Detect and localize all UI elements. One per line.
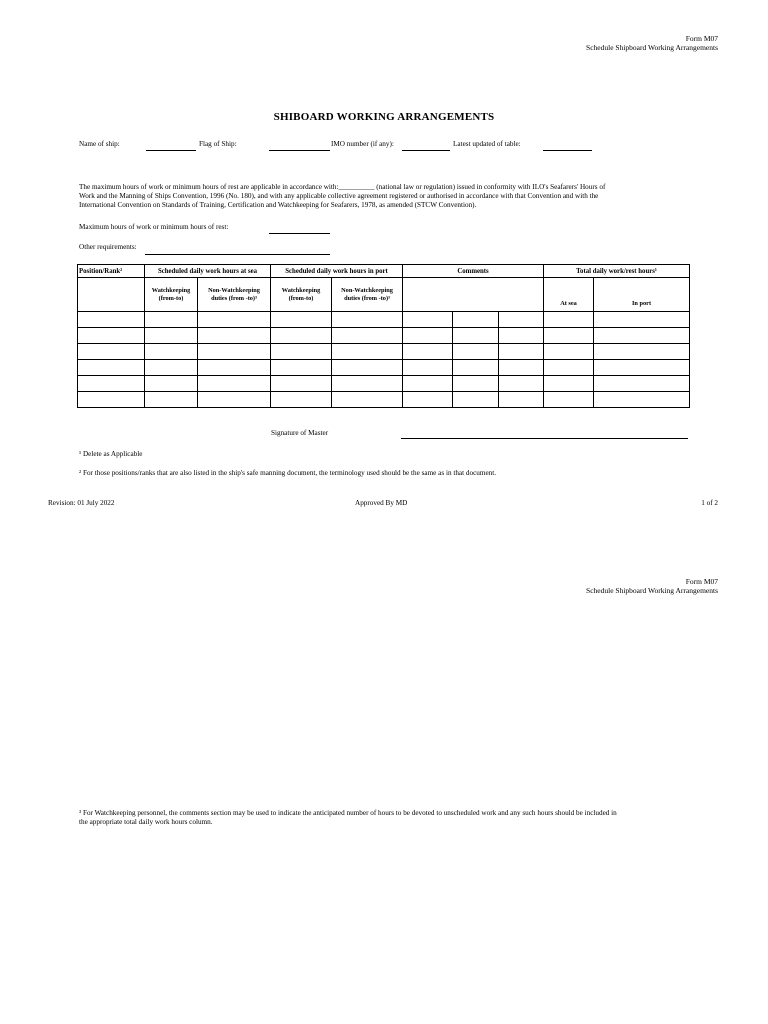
table-cell[interactable]: [403, 376, 453, 392]
table-cell[interactable]: [271, 344, 332, 360]
table-cell[interactable]: [594, 376, 690, 392]
form-header-page2: [586, 577, 718, 595]
table-cell[interactable]: [453, 376, 499, 392]
table-cell[interactable]: [403, 312, 453, 328]
table-cell[interactable]: [271, 376, 332, 392]
footnote-3: [79, 809, 689, 827]
table-cell[interactable]: [453, 392, 499, 408]
table-cell[interactable]: [403, 392, 453, 408]
other-requirements-label: Other requirements:: [79, 243, 137, 251]
applicability-paragraph: [79, 183, 689, 210]
table-cell[interactable]: [145, 344, 198, 360]
table-cell[interactable]: [78, 328, 145, 344]
table-cell[interactable]: [499, 328, 544, 344]
table-cell[interactable]: [544, 376, 594, 392]
flag-of-ship-field[interactable]: [269, 150, 330, 151]
name-of-ship-label: Name of ship:: [79, 140, 120, 148]
subheader-empty: [78, 278, 145, 312]
table-cell[interactable]: [78, 360, 145, 376]
table-cell[interactable]: [499, 376, 544, 392]
table-cell[interactable]: [453, 344, 499, 360]
working-hours-table: [77, 264, 690, 408]
approved-text: Approved By MD: [355, 499, 408, 507]
table-cell[interactable]: [198, 344, 271, 360]
table-cell[interactable]: [198, 376, 271, 392]
table-row: [78, 344, 690, 360]
table-cell[interactable]: [453, 360, 499, 376]
table-cell[interactable]: [544, 312, 594, 328]
paragraph-line: International Convention on Standards of Training, Certification and Watchkeeping for Seafarers, 1978, as amended (STCW Convention).: [79, 201, 477, 209]
imo-number-field[interactable]: [402, 150, 450, 151]
table-cell[interactable]: [78, 376, 145, 392]
table-cell[interactable]: [332, 360, 403, 376]
table-cell[interactable]: [594, 344, 690, 360]
table-cell[interactable]: [332, 392, 403, 408]
subheader-comments: [403, 278, 544, 312]
table-cell[interactable]: [78, 344, 145, 360]
table-cell[interactable]: [544, 360, 594, 376]
flag-of-ship-label: Flag of Ship:: [199, 140, 237, 148]
header-port-hours: Scheduled daily work hours in port: [271, 265, 403, 278]
subheader-nonwatch-sea: Non-Watchkeeping duties (from -to)³: [198, 278, 271, 312]
table-cell[interactable]: [499, 312, 544, 328]
name-of-ship-field[interactable]: [146, 150, 196, 151]
footnote-2: ² For those positions/ranks that are also listed in the ship's safe manning document, the terminology used should be the same as in that document.: [79, 469, 497, 477]
table-cell[interactable]: [271, 328, 332, 344]
paragraph-line: Work and the Manning of Ships Convention, 1996 (No. 180), and with any applicable collective agreement registered or authorised in accordance with that Convention and with the: [79, 192, 599, 200]
form-code: Form M07: [685, 34, 718, 43]
imo-number-label: IMO number (if any):: [331, 140, 394, 148]
table-cell[interactable]: [544, 344, 594, 360]
table-row: [78, 392, 690, 408]
subheader-watchkeeping-port: Watchkeeping (from-to): [271, 278, 332, 312]
header-comments: Comments: [403, 265, 544, 278]
table-cell[interactable]: [594, 360, 690, 376]
subheader-nonwatch-port: Non-Watchkeeping duties (from -to)³: [332, 278, 403, 312]
document-title: SHIBOARD WORKING ARRANGEMENTS: [273, 111, 495, 123]
table-cell[interactable]: [594, 328, 690, 344]
latest-updated-field[interactable]: [543, 150, 592, 151]
table-cell[interactable]: [145, 360, 198, 376]
table-cell[interactable]: [332, 344, 403, 360]
table-cell[interactable]: [544, 328, 594, 344]
subheader-at-sea: At sea: [544, 278, 594, 312]
table-cell[interactable]: [198, 392, 271, 408]
header-position-rank: Position/Rank²: [78, 265, 145, 278]
table-cell[interactable]: [145, 376, 198, 392]
table-cell[interactable]: [544, 392, 594, 408]
table-cell[interactable]: [499, 392, 544, 408]
max-hours-label: Maximum hours of work or minimum hours of rest:: [79, 223, 229, 231]
table-cell[interactable]: [145, 312, 198, 328]
table-row: [78, 312, 690, 328]
table-cell[interactable]: [198, 328, 271, 344]
table-cell[interactable]: [453, 312, 499, 328]
table-cell[interactable]: [198, 312, 271, 328]
table-cell[interactable]: [499, 360, 544, 376]
subheader-watchkeeping-sea: Watchkeeping (from-to): [145, 278, 198, 312]
table-cell[interactable]: [332, 376, 403, 392]
table-cell[interactable]: [78, 392, 145, 408]
table-cell[interactable]: [332, 328, 403, 344]
header-total-hours: Total daily work/rest hours¹: [544, 265, 690, 278]
max-hours-field[interactable]: [269, 233, 330, 234]
table-cell[interactable]: [145, 328, 198, 344]
table-cell[interactable]: [271, 360, 332, 376]
footnote-line: ³ For Watchkeeping personnel, the comments section may be used to indicate the anticipated number of hours to be devoted to unscheduled work and any such hours should be included in: [79, 809, 617, 817]
table-row: [78, 328, 690, 344]
other-requirements-field[interactable]: [145, 254, 330, 255]
table-cell[interactable]: [198, 360, 271, 376]
table-row: [78, 376, 690, 392]
table-cell[interactable]: [78, 312, 145, 328]
table-cell[interactable]: [453, 328, 499, 344]
footnote-line: the appropriate total daily work hours column.: [79, 818, 213, 826]
signature-line[interactable]: [401, 438, 688, 439]
table-cell[interactable]: [271, 392, 332, 408]
form-header: [586, 34, 718, 52]
table-cell[interactable]: [403, 328, 453, 344]
latest-updated-label: Latest updated of table:: [453, 140, 521, 148]
table-cell[interactable]: [403, 360, 453, 376]
form-code: Form M07: [685, 577, 718, 586]
signature-label: Signature of Master: [271, 429, 329, 437]
form-name: Schedule Shipboard Working Arrangements: [586, 586, 718, 595]
table-cell[interactable]: [403, 344, 453, 360]
table-cell[interactable]: [332, 312, 403, 328]
paragraph-line: The maximum hours of work or minimum hours of rest are applicable in accordance with:__________ (national law or regulation) issued in conformity with ILO's Seafarers' Hours of: [79, 183, 606, 191]
table-cell[interactable]: [499, 344, 544, 360]
table-cell[interactable]: [271, 312, 332, 328]
table-cell[interactable]: [145, 392, 198, 408]
form-name: Schedule Shipboard Working Arrangements: [586, 43, 718, 52]
table-cell[interactable]: [594, 392, 690, 408]
header-sea-hours: Scheduled daily work hours at sea: [145, 265, 271, 278]
footnote-1: ¹ Delete as Applicable: [79, 450, 143, 458]
table-row: [78, 360, 690, 376]
subheader-in-port: In port: [594, 278, 690, 312]
page-number: 1 of 2: [701, 499, 718, 507]
table-cell[interactable]: [594, 312, 690, 328]
revision-text: Revision: 01 July 2022: [48, 499, 115, 507]
